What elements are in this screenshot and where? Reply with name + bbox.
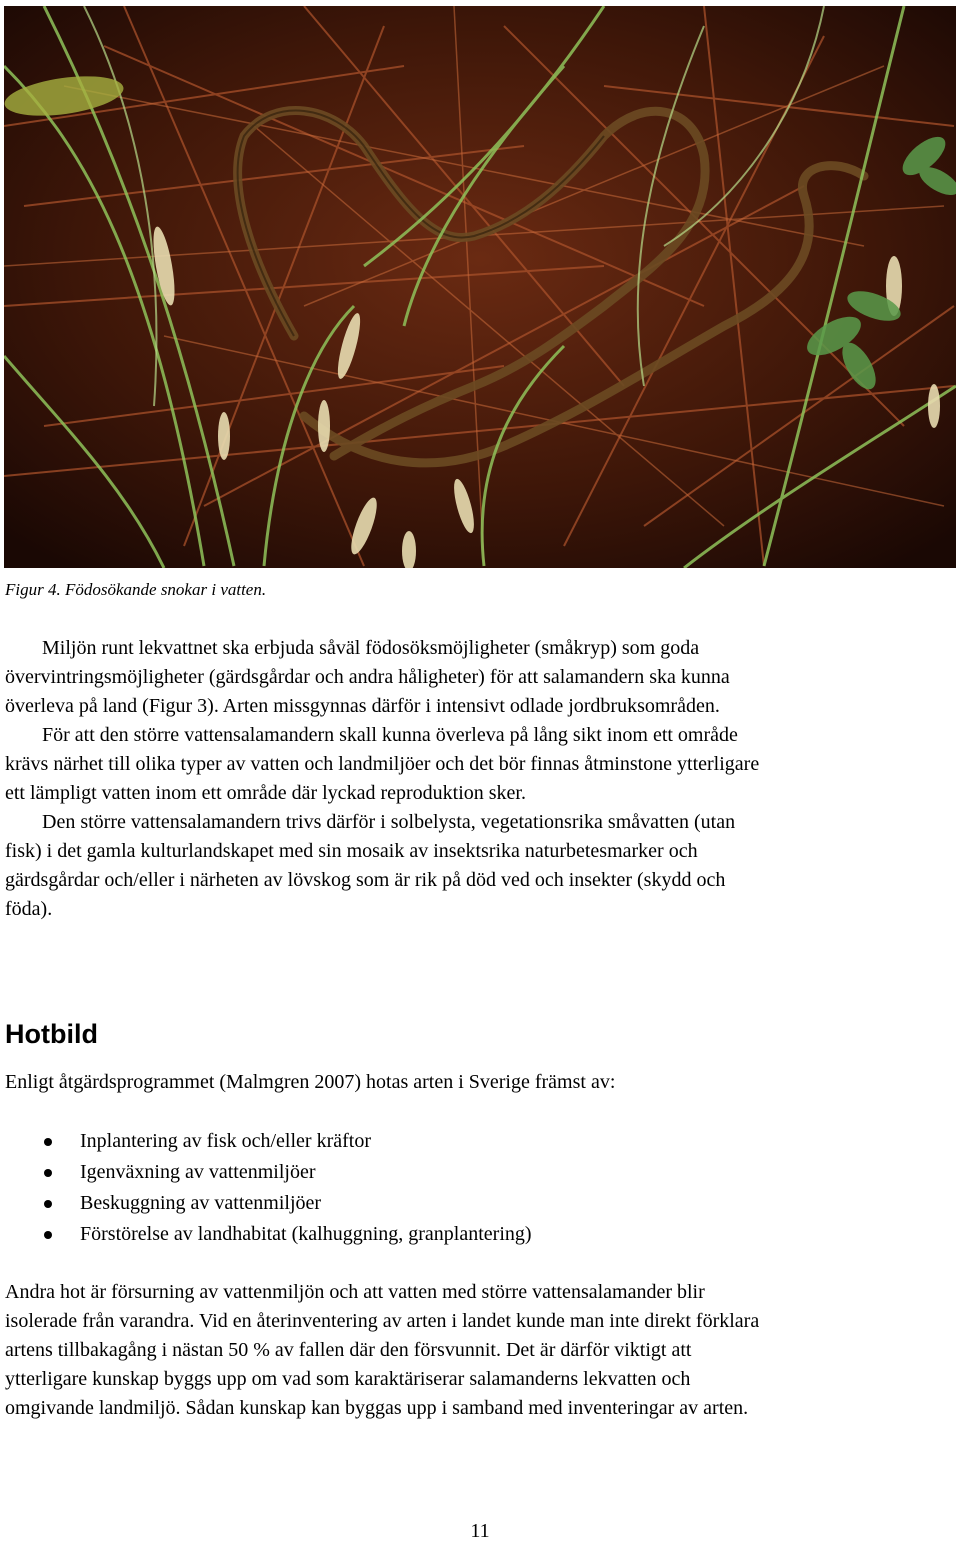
list-item-text: Beskuggning av vattenmiljöer: [80, 1192, 322, 1214]
paragraph-line: Andra hot är försurning av vattenmiljön och att vatten med större vattensalamander blir: [5, 1281, 705, 1303]
paragraph-line: överleva på land (Figur 3). Arten missgynnas därför i intensivt odlade jordbruksområden.: [5, 695, 720, 717]
bullet-icon: [44, 1200, 52, 1208]
threat-list: [5, 1126, 532, 1250]
paragraph-line: krävs närhet till olika typer av vatten och landmiljöer och det bör finnas åtminstone ytterligare: [5, 753, 760, 775]
paragraph-habitat: [5, 634, 955, 721]
list-item-text: Förstörelse av landhabitat (kalhuggning, granplantering): [80, 1223, 532, 1245]
list-item-text: Inplantering av fisk och/eller kräftor: [80, 1130, 371, 1152]
paragraph-requirements: [5, 721, 955, 808]
section-intro: Enligt åtgärdsprogrammet (Malmgren 2007) hotas arten i Sverige främst av:: [5, 1071, 616, 1093]
page-number: 11: [470, 1520, 490, 1542]
section-heading: Hotbild: [5, 1019, 98, 1049]
paragraph-line: artens tillbakagång i nästan 50 % av fallen där den försvunnit. Det är därför viktigt att: [5, 1339, 692, 1361]
paragraph-line: isolerade från varandra. Vid en återinventering av arten i landet kunde man inte direkt förklara: [5, 1310, 760, 1332]
list-item: [5, 1219, 532, 1250]
bullet-icon: [44, 1138, 52, 1146]
figure-caption: Figur 4. Födosökande snokar i vatten.: [5, 580, 267, 599]
paragraph-line: För att den större vattensalamandern skall kunna överleva på lång sikt inom ett område: [42, 724, 738, 746]
bullet-icon: [44, 1169, 52, 1177]
paragraph-preferred-environment: [5, 808, 955, 924]
paragraph-line: ytterligare kunskap byggs upp om vad som karaktäriserar salamanderns lekvatten och: [5, 1368, 691, 1390]
figure-photo: [4, 6, 956, 568]
photo-grass-snakes-in-water-icon: [4, 6, 956, 568]
list-item: [5, 1188, 532, 1219]
paragraph-line: Den större vattensalamandern trivs därför i solbelysta, vegetationsrika småvatten (utan: [42, 811, 736, 833]
list-item: [5, 1157, 532, 1188]
paragraph-line: omgivande landmiljö. Sådan kunskap kan byggas upp i samband med inventeringar av arten.: [5, 1397, 749, 1419]
bullet-icon: [44, 1231, 52, 1239]
list-item-text: Igenväxning av vattenmiljöer: [80, 1161, 316, 1183]
paragraph-line: Miljön runt lekvattnet ska erbjuda såväl födosöksmöjligheter (småkryp) som goda: [42, 637, 700, 659]
list-item: [5, 1126, 532, 1157]
paragraph-line: föda).: [5, 898, 53, 920]
paragraph-line: fisk) i det gamla kulturlandskapet med sin mosaik av insektsrika naturbetesmarker och: [5, 840, 698, 862]
paragraph-line: övervintringsmöjligheter (gärdsgårdar och andra håligheter) för att salamandern ska kunna: [5, 666, 730, 688]
paragraph-line: ett lämpligt vatten inom ett område där lyckad reproduktion sker.: [5, 782, 526, 804]
paragraph-line: gärdsgårdar och/eller i närheten av lövskog som är rik på död ved och insekter (skydd och: [5, 869, 726, 891]
paragraph-other-threats: [5, 1278, 955, 1423]
